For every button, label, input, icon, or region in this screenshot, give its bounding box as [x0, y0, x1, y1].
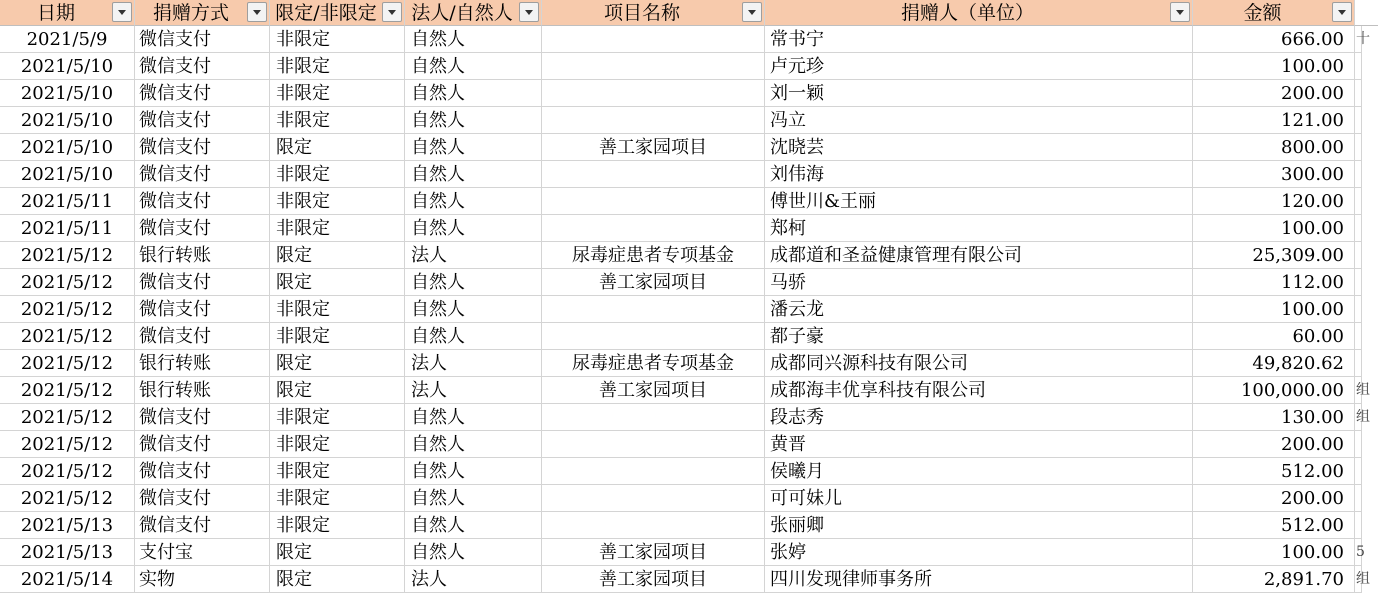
cell-donor[interactable]: 张丽卿 [765, 512, 1193, 539]
cell-method[interactable]: 微信支付 [135, 512, 270, 539]
header-donor[interactable] [765, 0, 1193, 26]
header-person-type[interactable] [405, 0, 542, 26]
cell-donor[interactable]: 郑柯 [765, 215, 1193, 242]
cell-donor[interactable]: 傅世川&王丽 [765, 188, 1193, 215]
cell-extra[interactable] [1355, 296, 1362, 323]
cell-limit[interactable]: 非限定 [270, 404, 405, 431]
filter-dropdown-icon[interactable] [1170, 2, 1190, 22]
cell-limit[interactable]: 非限定 [270, 431, 405, 458]
cell-method[interactable]: 实物 [135, 566, 270, 593]
cell-extra[interactable]: 组 [1355, 566, 1362, 593]
cell-amount[interactable]: 120.00 [1193, 188, 1355, 215]
cell-donor[interactable]: 成都道和圣益健康管理有限公司 [765, 242, 1193, 269]
cell-method[interactable]: 微信支付 [135, 161, 270, 188]
cell-amount[interactable]: 49,820.62 [1193, 350, 1355, 377]
cell-person-type[interactable]: 法人 [405, 377, 542, 404]
cell-amount[interactable]: 100,000.00 [1193, 377, 1355, 404]
table-row [0, 134, 1362, 161]
cell-project[interactable] [542, 26, 765, 53]
header-method[interactable] [135, 0, 270, 26]
cell-date[interactable]: 2021/5/12 [0, 350, 135, 377]
cell-amount[interactable]: 100.00 [1193, 539, 1355, 566]
cell-amount[interactable]: 512.00 [1193, 512, 1355, 539]
cell-person-type[interactable]: 自然人 [405, 539, 542, 566]
cell-limit[interactable]: 非限定 [270, 323, 405, 350]
cell-date[interactable]: 2021/5/10 [0, 80, 135, 107]
header-project-label: 项目名称 [603, 2, 680, 24]
cell-limit[interactable]: 非限定 [270, 53, 405, 80]
cell-project[interactable]: 尿毒症患者专项基金 [542, 350, 765, 377]
header-amount-label: 金额 [1243, 2, 1282, 24]
cell-extra[interactable] [1355, 161, 1362, 188]
cell-limit[interactable]: 限定 [270, 350, 405, 377]
table-row [0, 188, 1362, 215]
cell-project[interactable]: 善工家园项目 [542, 539, 765, 566]
cell-extra[interactable] [1355, 269, 1362, 296]
cell-person-type[interactable]: 自然人 [405, 80, 542, 107]
cell-extra[interactable] [1355, 215, 1362, 242]
table-row [0, 377, 1370, 404]
cell-project[interactable] [542, 323, 765, 350]
header-row [0, 0, 1362, 27]
cell-extra[interactable]: 组 [1355, 377, 1362, 404]
table-row [0, 485, 1362, 512]
header-method-label: 捐赠方式 [152, 2, 229, 24]
cell-extra[interactable] [1355, 134, 1362, 161]
cell-date[interactable]: 2021/5/11 [0, 215, 135, 242]
cell-person-type[interactable]: 自然人 [405, 53, 542, 80]
cell-donor[interactable]: 潘云龙 [765, 296, 1193, 323]
cell-project[interactable]: 善工家园项目 [542, 377, 765, 404]
cell-method[interactable]: 微信支付 [135, 458, 270, 485]
cell-date[interactable]: 2021/5/12 [0, 404, 135, 431]
cell-method[interactable]: 微信支付 [135, 215, 270, 242]
cell-extra[interactable]: 5 [1355, 539, 1362, 566]
filter-dropdown-icon[interactable] [519, 2, 539, 22]
cell-extra[interactable] [1355, 485, 1362, 512]
cell-limit[interactable]: 限定 [270, 377, 405, 404]
cell-project[interactable] [542, 296, 765, 323]
cell-person-type[interactable]: 自然人 [405, 26, 542, 53]
cell-method[interactable]: 微信支付 [135, 296, 270, 323]
cell-limit[interactable]: 非限定 [270, 107, 405, 134]
cell-person-type[interactable]: 自然人 [405, 188, 542, 215]
cell-date[interactable]: 2021/5/12 [0, 269, 135, 296]
cell-project[interactable] [542, 404, 765, 431]
cell-method[interactable]: 微信支付 [135, 134, 270, 161]
cell-method[interactable]: 微信支付 [135, 26, 270, 53]
cell-person-type[interactable]: 自然人 [405, 512, 542, 539]
cell-method[interactable]: 微信支付 [135, 269, 270, 296]
cell-project[interactable] [542, 512, 765, 539]
cell-method[interactable]: 微信支付 [135, 80, 270, 107]
cell-limit[interactable]: 非限定 [270, 512, 405, 539]
cell-limit[interactable]: 非限定 [270, 296, 405, 323]
cell-extra[interactable] [1355, 458, 1362, 485]
cell-donor[interactable]: 侯曦月 [765, 458, 1193, 485]
cell-date[interactable]: 2021/5/11 [0, 188, 135, 215]
cell-extra[interactable] [1355, 53, 1362, 80]
cell-method[interactable]: 银行转账 [135, 350, 270, 377]
cell-amount[interactable]: 25,309.00 [1193, 242, 1355, 269]
cell-method[interactable]: 微信支付 [135, 485, 270, 512]
cell-amount[interactable]: 100.00 [1193, 53, 1355, 80]
cell-limit[interactable]: 非限定 [270, 26, 405, 53]
cell-method[interactable]: 微信支付 [135, 323, 270, 350]
cell-person-type[interactable]: 自然人 [405, 323, 542, 350]
cell-date[interactable]: 2021/5/12 [0, 242, 135, 269]
cell-date[interactable]: 2021/5/9 [0, 26, 135, 53]
cell-method[interactable]: 微信支付 [135, 431, 270, 458]
cell-person-type[interactable]: 自然人 [405, 215, 542, 242]
filter-dropdown-icon[interactable] [112, 2, 132, 22]
header-person-type-label: 法人/自然人 [411, 2, 513, 24]
cell-person-type[interactable]: 自然人 [405, 404, 542, 431]
cell-date[interactable]: 2021/5/12 [0, 323, 135, 350]
cell-date[interactable]: 2021/5/12 [0, 296, 135, 323]
filter-dropdown-icon[interactable] [742, 2, 762, 22]
cell-date[interactable]: 2021/5/12 [0, 485, 135, 512]
cell-donor[interactable]: 段志秀 [765, 404, 1193, 431]
cell-donor[interactable]: 成都同兴源科技有限公司 [765, 350, 1193, 377]
cell-amount[interactable]: 112.00 [1193, 269, 1355, 296]
cell-donor[interactable]: 四川发现律师事务所 [765, 566, 1193, 593]
cell-limit[interactable]: 限定 [270, 269, 405, 296]
table-row [0, 107, 1362, 134]
cell-limit[interactable]: 限定 [270, 539, 405, 566]
cell-date[interactable]: 2021/5/12 [0, 377, 135, 404]
table-row [0, 323, 1362, 350]
cell-method[interactable]: 微信支付 [135, 107, 270, 134]
table-row [0, 539, 1365, 566]
cell-person-type[interactable]: 自然人 [405, 161, 542, 188]
header-limit[interactable] [270, 0, 405, 26]
cell-date[interactable]: 2021/5/10 [0, 107, 135, 134]
cell-donor[interactable]: 冯立 [765, 107, 1193, 134]
header-date-label: 日期 [36, 2, 75, 24]
cell-person-type[interactable]: 法人 [405, 566, 542, 593]
cell-extra[interactable] [1355, 242, 1362, 269]
cell-amount[interactable]: 800.00 [1193, 134, 1355, 161]
table-row [0, 269, 1362, 296]
cell-date[interactable]: 2021/5/12 [0, 431, 135, 458]
table-row [0, 26, 1370, 53]
cell-donor[interactable]: 常书宁 [765, 26, 1193, 53]
cell-project[interactable]: 善工家园项目 [542, 269, 765, 296]
cell-amount[interactable]: 200.00 [1193, 431, 1355, 458]
cell-project[interactable]: 善工家园项目 [542, 566, 765, 593]
cell-method[interactable]: 微信支付 [135, 53, 270, 80]
cell-date[interactable]: 2021/5/10 [0, 161, 135, 188]
cell-amount[interactable]: 100.00 [1193, 215, 1355, 242]
cell-date[interactable]: 2021/5/12 [0, 458, 135, 485]
cell-project[interactable] [542, 53, 765, 80]
table-row [0, 215, 1362, 242]
header-limit-label: 限定/非限定 [275, 2, 377, 24]
cell-person-type[interactable]: 自然人 [405, 431, 542, 458]
cell-project[interactable] [542, 161, 765, 188]
cell-date[interactable]: 2021/5/13 [0, 512, 135, 539]
cell-extra[interactable] [1355, 323, 1362, 350]
table-row [0, 242, 1362, 269]
table-row [0, 296, 1362, 323]
cell-donor[interactable]: 卢元珍 [765, 53, 1193, 80]
cell-amount[interactable]: 121.00 [1193, 107, 1355, 134]
cell-project[interactable] [542, 215, 765, 242]
cell-person-type[interactable]: 自然人 [405, 296, 542, 323]
cell-person-type[interactable]: 法人 [405, 350, 542, 377]
cell-method[interactable]: 银行转账 [135, 242, 270, 269]
filter-dropdown-icon[interactable] [247, 2, 267, 22]
cell-date[interactable]: 2021/5/10 [0, 53, 135, 80]
cell-donor[interactable]: 可可妹儿 [765, 485, 1193, 512]
cell-method[interactable]: 银行转账 [135, 377, 270, 404]
cell-method[interactable]: 微信支付 [135, 188, 270, 215]
cell-project[interactable] [542, 458, 765, 485]
cell-limit[interactable]: 限定 [270, 134, 405, 161]
cell-limit[interactable]: 非限定 [270, 188, 405, 215]
table-row [0, 53, 1362, 80]
cell-donor[interactable]: 成都海丰优享科技有限公司 [765, 377, 1193, 404]
cell-extra[interactable] [1355, 107, 1362, 134]
cell-amount[interactable]: 512.00 [1193, 458, 1355, 485]
cell-donor[interactable]: 黄晋 [765, 431, 1193, 458]
cell-amount[interactable]: 100.00 [1193, 296, 1355, 323]
cell-person-type[interactable]: 自然人 [405, 485, 542, 512]
cell-limit[interactable]: 非限定 [270, 458, 405, 485]
cell-project[interactable]: 尿毒症患者专项基金 [542, 242, 765, 269]
cell-extra[interactable]: 十 [1355, 26, 1362, 53]
table-row [0, 161, 1362, 188]
cell-extra[interactable] [1355, 512, 1362, 539]
cell-project[interactable] [542, 80, 765, 107]
header-donor-label: 捐赠人（单位） [900, 2, 1034, 24]
cell-person-type[interactable]: 自然人 [405, 134, 542, 161]
cell-amount[interactable]: 130.00 [1193, 404, 1355, 431]
cell-limit[interactable]: 非限定 [270, 161, 405, 188]
cell-extra[interactable] [1355, 431, 1362, 458]
cell-date[interactable]: 2021/5/14 [0, 566, 135, 593]
cell-donor[interactable]: 张婷 [765, 539, 1193, 566]
cell-project[interactable]: 善工家园项目 [542, 134, 765, 161]
table-row [0, 566, 1370, 593]
cell-person-type[interactable]: 自然人 [405, 458, 542, 485]
cell-project[interactable] [542, 188, 765, 215]
cell-amount[interactable]: 666.00 [1193, 26, 1355, 53]
cell-date[interactable]: 2021/5/10 [0, 134, 135, 161]
cell-donor[interactable]: 刘伟海 [765, 161, 1193, 188]
table-row [0, 512, 1362, 539]
cell-method[interactable]: 支付宝 [135, 539, 270, 566]
cell-limit[interactable]: 限定 [270, 566, 405, 593]
cell-amount[interactable]: 300.00 [1193, 161, 1355, 188]
header-amount[interactable] [1193, 0, 1355, 26]
header-project[interactable] [542, 0, 765, 26]
cell-amount[interactable]: 200.00 [1193, 80, 1355, 107]
cell-extra[interactable] [1355, 188, 1362, 215]
table-row [0, 458, 1362, 485]
cell-project[interactable] [542, 485, 765, 512]
filter-dropdown-icon[interactable] [1332, 2, 1352, 22]
cell-person-type[interactable]: 自然人 [405, 107, 542, 134]
cell-person-type[interactable]: 法人 [405, 242, 542, 269]
cell-donor[interactable]: 马骄 [765, 269, 1193, 296]
cell-extra[interactable] [1355, 350, 1362, 377]
cell-limit[interactable]: 非限定 [270, 80, 405, 107]
table-row [0, 431, 1362, 458]
cell-donor[interactable]: 都子豪 [765, 323, 1193, 350]
filter-dropdown-icon[interactable] [382, 2, 402, 22]
cell-limit[interactable]: 非限定 [270, 215, 405, 242]
cell-extra[interactable]: 组 [1355, 404, 1362, 431]
cell-project[interactable] [542, 431, 765, 458]
table-row [0, 80, 1362, 107]
cell-amount[interactable]: 2,891.70 [1193, 566, 1355, 593]
header-date[interactable] [0, 0, 135, 26]
cell-limit[interactable]: 非限定 [270, 485, 405, 512]
table-row [0, 350, 1362, 377]
table-row [0, 404, 1370, 431]
cell-project[interactable] [542, 107, 765, 134]
cell-amount[interactable]: 200.00 [1193, 485, 1355, 512]
cell-date[interactable]: 2021/5/13 [0, 539, 135, 566]
cell-limit[interactable]: 限定 [270, 242, 405, 269]
cell-donor[interactable]: 沈晓芸 [765, 134, 1193, 161]
cell-donor[interactable]: 刘一颖 [765, 80, 1193, 107]
cell-person-type[interactable]: 自然人 [405, 269, 542, 296]
header-extra-column[interactable] [1355, 0, 1378, 26]
cell-amount[interactable]: 60.00 [1193, 323, 1355, 350]
cell-method[interactable]: 微信支付 [135, 404, 270, 431]
cell-extra[interactable] [1355, 80, 1362, 107]
